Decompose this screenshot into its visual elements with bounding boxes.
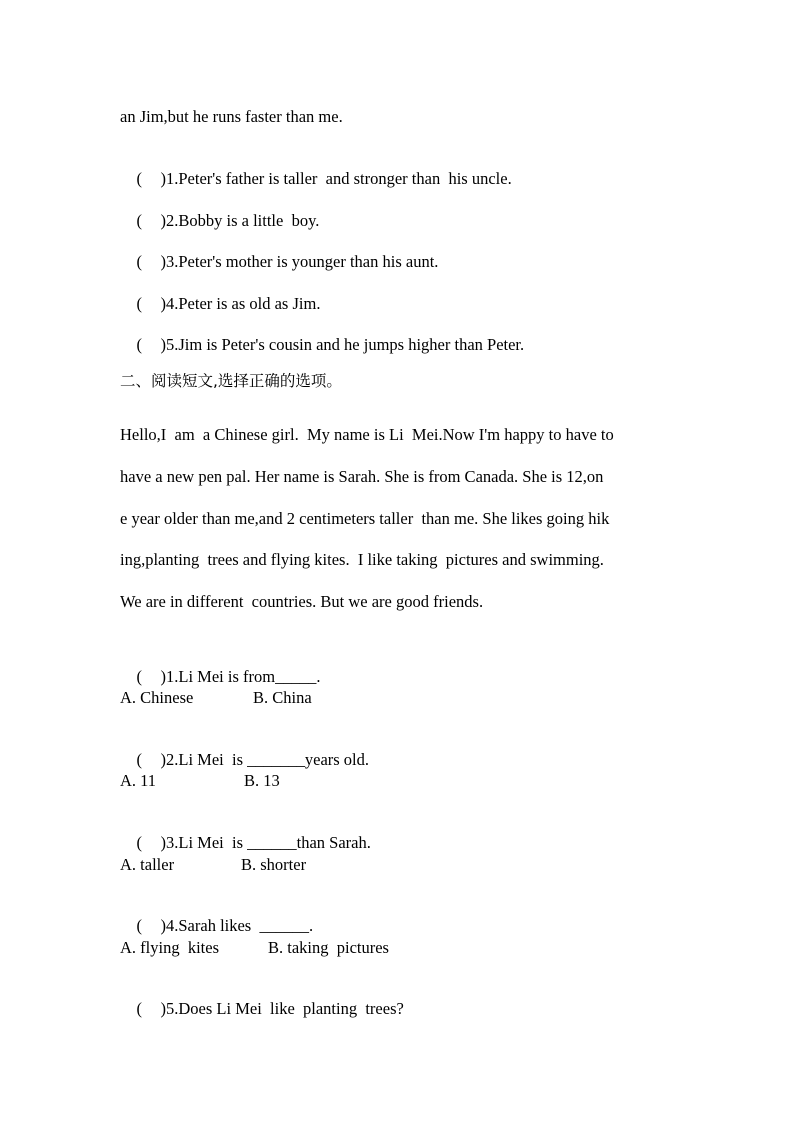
question-text: )1.Peter's father is taller and stronger than his uncle.	[160, 169, 512, 188]
answer-paren: (	[136, 750, 142, 769]
question-text: )4.Sarah likes ______.	[160, 916, 314, 935]
option-a: A. taller	[120, 855, 175, 874]
question-text: )3.Li Mei is ______than Sarah.	[160, 833, 371, 852]
option-b: B. China	[253, 688, 312, 707]
answer-paren: (	[136, 833, 142, 852]
option-b: B. 13	[244, 771, 280, 790]
option-b: B. shorter	[241, 855, 307, 874]
answer-paren: (	[136, 211, 142, 230]
passage-line: We are in different countries. But we are good friends.	[120, 592, 484, 611]
option-a: A. Chinese	[120, 688, 194, 707]
answer-paren: (	[136, 667, 142, 686]
option-b: B. taking pictures	[268, 938, 389, 957]
part1-question-5	[120, 315, 524, 375]
passage-line: e year older than me,and 2 centimeters taller than me. She likes going hik	[120, 509, 610, 528]
answer-paren: (	[136, 999, 142, 1018]
answer-paren: (	[136, 169, 142, 188]
question-text: )5.Does Li Mei like planting trees?	[160, 999, 404, 1018]
passage-line: have a new pen pal. Her name is Sarah. She is from Canada. She is 12,on	[120, 467, 604, 486]
answer-paren: (	[136, 252, 142, 271]
option-a: A. 11	[120, 771, 157, 790]
passage-line: ing,planting trees and flying kites. I like taking pictures and swimming.	[120, 550, 604, 569]
passage-line: Hello,I am a Chinese girl. My name is Li Mei.Now I'm happy to have to	[120, 425, 614, 444]
answer-paren: (	[136, 335, 142, 354]
question-text: )4.Peter is as old as Jim.	[160, 294, 321, 313]
section-heading: 二、阅读短文,选择正确的选项。	[120, 372, 342, 390]
answer-paren: (	[136, 294, 142, 313]
question-text: )2.Li Mei is _______years old.	[160, 750, 370, 769]
part2-question-5	[120, 979, 404, 1039]
option-a: A. flying kites	[120, 938, 219, 957]
question-text: )5.Jim is Peter's cousin and he jumps higher than Peter.	[160, 335, 525, 354]
question-text: )2.Bobby is a little boy.	[160, 211, 320, 230]
question-text: )3.Peter's mother is younger than his aunt.	[160, 252, 439, 271]
answer-paren: (	[136, 916, 142, 935]
question-text: )1.Li Mei is from_____.	[160, 667, 321, 686]
carry-over-line: an Jim,but he runs faster than me.	[120, 107, 343, 126]
